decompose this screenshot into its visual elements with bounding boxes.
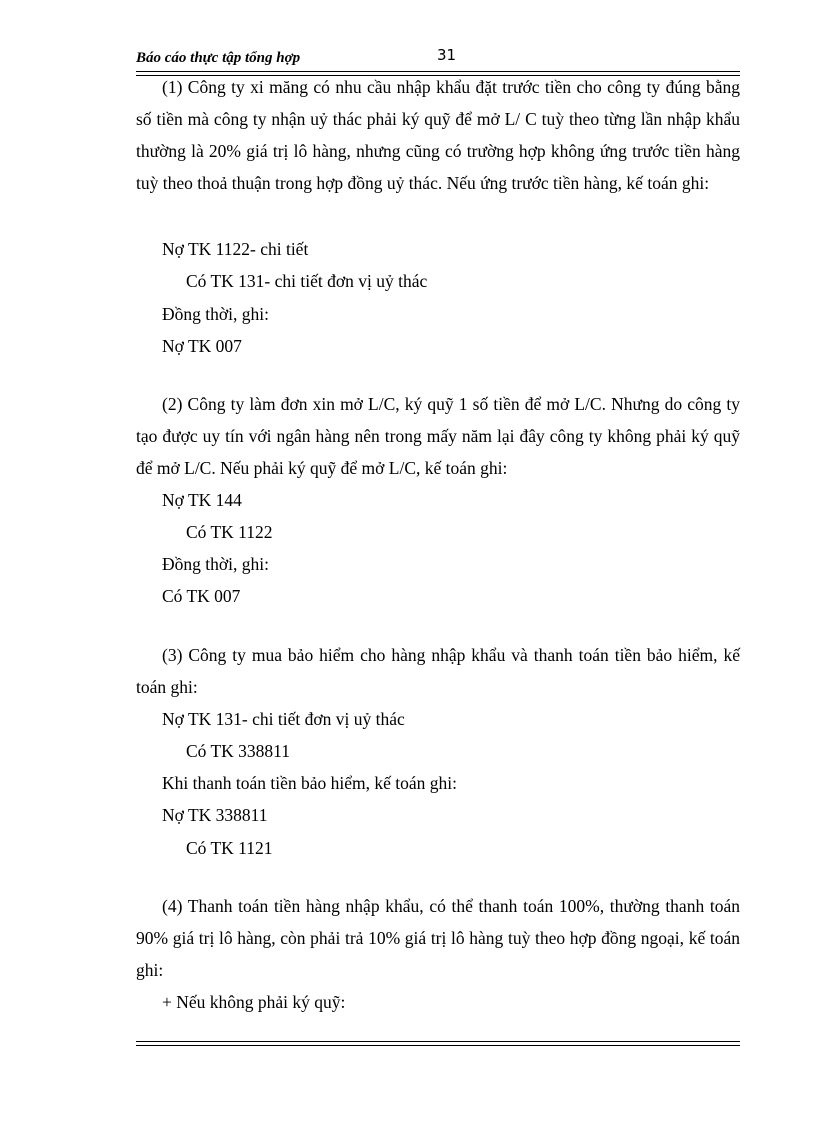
- entry-debit: Nợ TK 131- chi tiết đơn vị uỷ thác: [162, 709, 405, 729]
- page-number: 31: [437, 46, 457, 64]
- footer-divider: [136, 1041, 740, 1046]
- paragraph-4-text: (4) Thanh toán tiền hàng nhập khẩu, có thể thanh toán 100%, thường thanh toán 90% giá trị lô hàng, còn phải trả 10% giá trị lô hàng tuỳ theo hợp đồng ngoại, kế toán ghi:: [136, 896, 740, 980]
- entry-debit: Nợ TK 338811: [162, 805, 268, 825]
- entry-note: Khi thanh toán tiền bảo hiểm, kế toán ghi:: [162, 773, 458, 793]
- entry-credit: Có TK 131- chi tiết đơn vị uỷ thác: [186, 271, 428, 291]
- entry-credit: Có TK 1122: [186, 522, 273, 542]
- paragraph-3: [136, 639, 740, 703]
- entry-debit: Nợ TK 144: [162, 490, 242, 510]
- entry-credit: Có TK 1121: [186, 838, 273, 858]
- paragraph-4: [136, 890, 740, 986]
- entry-note: Đồng thời, ghi:: [162, 554, 269, 574]
- paragraph-1-text: (1) Công ty xi măng có nhu cầu nhập khẩu đặt trước tiền cho công ty đúng bằng số tiền mà công ty nhận uỷ thác phải ký quỹ để mở L/ C tuỳ theo từng lần nhập khẩu thường là 20% giá trị lô hàng, nhưng cũng có trường hợp không ứng trước tiền hàng tuỳ theo thoả thuận trong hợp đồng uỷ thác. Nếu ứng trước tiền hàng, kế toán ghi:: [136, 77, 740, 193]
- paragraph-3-text: (3) Công ty mua bảo hiểm cho hàng nhập khẩu và thanh toán tiền bảo hiểm, kế toán ghi:: [136, 645, 740, 697]
- paragraph-1: [136, 71, 740, 199]
- entry-debit: Nợ TK 007: [162, 336, 242, 356]
- entry-credit: Có TK 007: [162, 586, 241, 606]
- entry-credit: Có TK 338811: [186, 741, 291, 761]
- entry-note: Đồng thời, ghi:: [162, 304, 269, 324]
- entry-note: + Nếu không phải ký quỹ:: [162, 992, 346, 1012]
- paragraph-2-text: (2) Công ty làm đơn xin mở L/C, ký quỹ 1 số tiền để mở L/C. Nhưng do công ty tạo được uy tín với ngân hàng nên trong mấy năm lại đây công ty không phải ký quỹ để mở L/C. Nếu phải ký quỹ để mở L/C, kế toán ghi:: [136, 394, 740, 478]
- entry-debit: Nợ TK 1122- chi tiết: [162, 239, 309, 259]
- header-title: Báo cáo thực tập tổng hợp: [136, 50, 301, 66]
- paragraph-2: [136, 388, 740, 484]
